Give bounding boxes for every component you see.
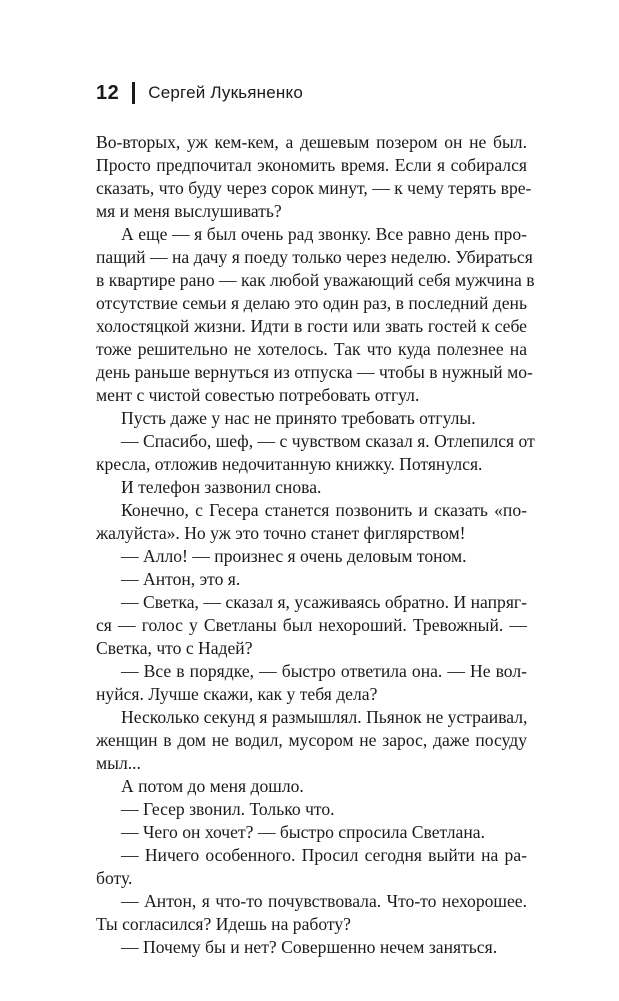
text-line: Несколько секунд я размышлял. Пьянок не устраивал,	[121, 707, 528, 727]
text-line: Светка, что с Надей?	[96, 638, 253, 658]
text-line: жалуйста». Но уж это точно станет фиглярством!	[96, 523, 466, 543]
text-line: — Почему бы и нет? Совершенно нечем заняться.	[121, 937, 498, 957]
text-line: мя и меня выслушивать?	[96, 201, 282, 221]
running-head	[96, 80, 303, 106]
text-line: Просто предпочитал экономить время. Если я собирался	[96, 155, 527, 175]
text-line: женщин в дом не водил, мусором не зарос, даже посуду	[96, 730, 527, 750]
text-line: — Спасибо, шеф, — с чувством сказал я. Отлепился от	[121, 431, 535, 451]
text-line: Ты согласился? Идешь на работу?	[96, 914, 351, 934]
text-line: Конечно, с Гесера станется позвонить и сказать «по-	[121, 500, 527, 520]
page-number: 12	[96, 81, 120, 104]
text-line: нуйся. Лучше скажи, как у тебя дела?	[96, 684, 378, 704]
text-line: сказать, что буду через сорок минут, — к чему терять вре-	[96, 178, 532, 198]
header-divider	[132, 82, 135, 104]
text-line: пащий — на дачу я поеду только через неделю. Убираться	[96, 247, 533, 267]
text-line: Во-вторых, уж кем-кем, а дешевым позером он не был.	[96, 132, 527, 152]
text-line: боту.	[96, 868, 133, 888]
text-line: И телефон зазвонил снова.	[121, 477, 322, 497]
text-line: мыл...	[96, 753, 141, 773]
text-line: А еще — я был очень рад звонку. Все равно день про-	[121, 224, 527, 244]
text-line: — Ничего особенного. Просил сегодня выйти на ра-	[121, 845, 527, 865]
text-line: кресла, отложив недочитанную книжку. Потянулся.	[96, 454, 483, 474]
text-line: — Антон, я что-то почувствовала. Что-то нехорошее.	[121, 891, 527, 911]
text-line: — Все в порядке, — быстро ответила она. — Не вол-	[121, 661, 527, 681]
text-line: мент с чистой совестью потребовать отгул.	[96, 385, 420, 405]
text-line: холостяцкой жизни. Идти в гости или звать гостей к себе	[96, 316, 527, 336]
body-text	[96, 131, 535, 959]
text-line: отсутствие семьи я делаю это один раз, в последний день	[96, 293, 527, 313]
text-line: тоже решительно не хотелось. Так что куда полезнее на	[96, 339, 527, 359]
text-line: — Светка, — сказал я, усаживаясь обратно. И напряг-	[121, 592, 527, 612]
text-line: в квартире рано — как любой уважающий себя мужчина в	[96, 270, 535, 290]
text-line: — Чего он хочет? — быстро спросила Светлана.	[121, 822, 485, 842]
text-line: день раньше вернуться из отпуска — чтобы в нужный мо-	[96, 362, 533, 382]
text-line: Пусть даже у нас не принято требовать отгулы.	[121, 408, 476, 428]
author-name: Сергей Лукьяненко	[148, 83, 303, 102]
text-line: А потом до меня дошло.	[121, 776, 304, 796]
text-line: ся — голос у Светланы был нехороший. Тревожный. —	[96, 615, 527, 635]
text-line: — Антон, это я.	[121, 569, 241, 589]
text-line: — Алло! — произнес я очень деловым тоном.	[121, 546, 467, 566]
text-line: — Гесер звонил. Только что.	[121, 799, 335, 819]
